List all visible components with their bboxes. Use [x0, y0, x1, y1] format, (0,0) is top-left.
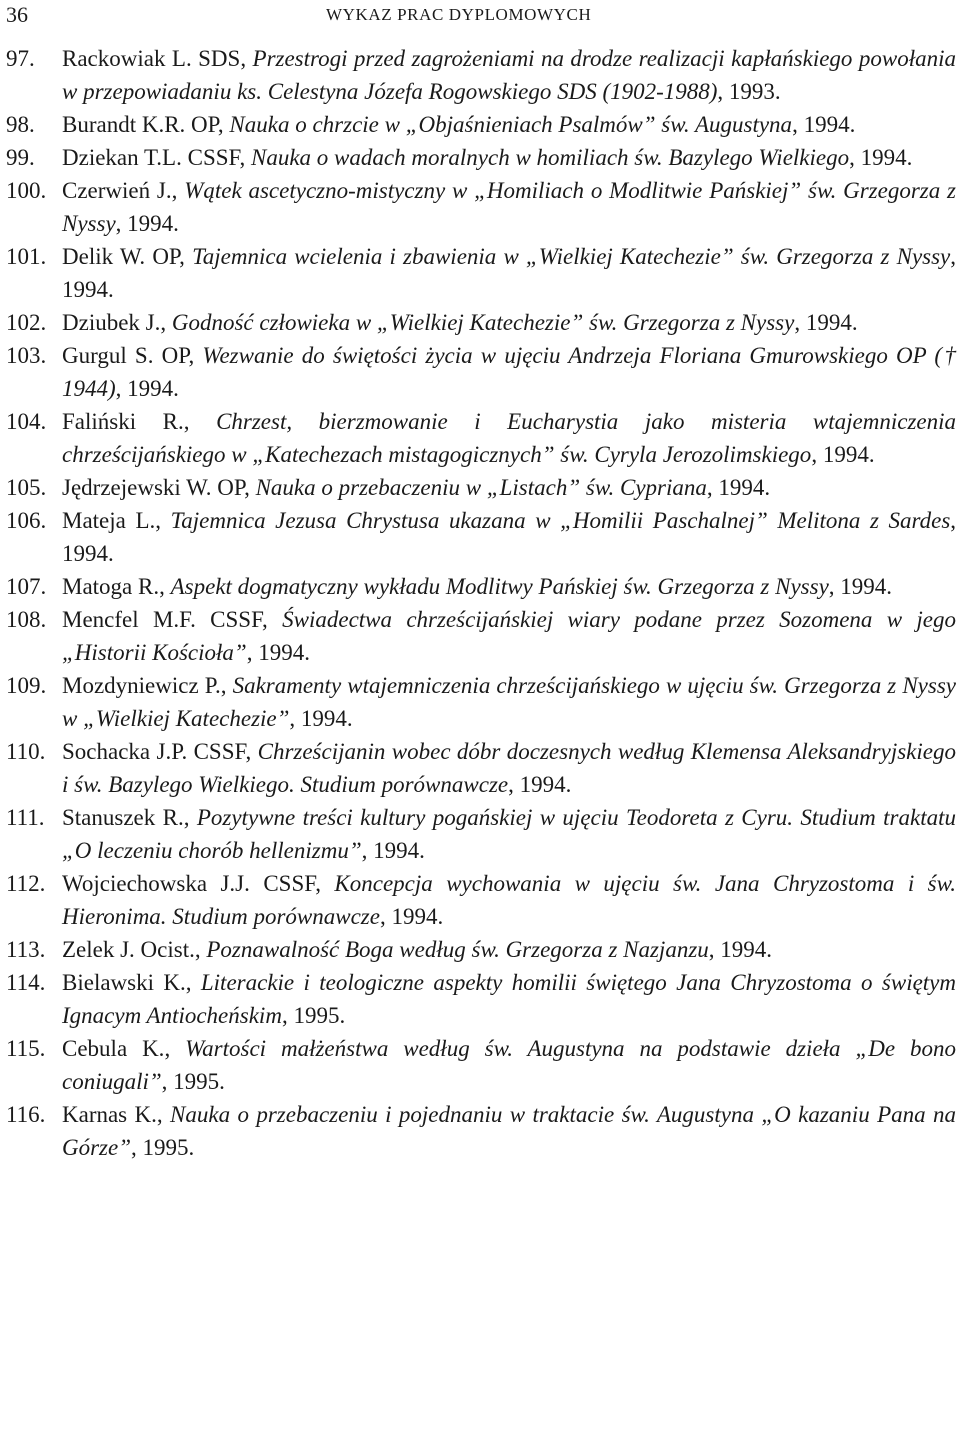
- entry-number: 105.: [6, 475, 47, 500]
- list-item: [0, 735, 956, 801]
- list-item: [0, 471, 956, 504]
- entry-separator: ,: [245, 739, 258, 764]
- entry-separator: ,: [262, 607, 283, 632]
- entry-number: 98.: [6, 112, 35, 137]
- entry-number: 110.: [6, 739, 46, 764]
- entry-author: Czerwień J.: [62, 178, 172, 203]
- entry-title: Wątek ascetyczno-mistyczny w „Homiliach o Modlitwie Pańskiej” św. Grzegorza z Nyssy: [62, 178, 957, 236]
- entry-year: , 1994.: [62, 244, 957, 302]
- entry-number: 99.: [6, 145, 35, 170]
- entry-author: Cebula K.: [62, 1036, 165, 1061]
- entry-year: , 1993.: [717, 79, 781, 104]
- list-item: [0, 570, 956, 603]
- list-item: [0, 603, 956, 669]
- entry-year: , 1994.: [706, 475, 771, 500]
- list-item: [0, 240, 956, 306]
- entry-title: Chrzest, bierzmowanie i Eucharystia jako misteria wtajemniczenia chrześcijańskiego w „Katechezach mistagogicznych” św. Cyryla Jerozolimskiego: [62, 409, 957, 467]
- entry-author: Zelek J. Ocist.: [62, 937, 195, 962]
- entry-number: 115.: [6, 1036, 46, 1061]
- entry-title: Aspekt dogmatyczny wykładu Modlitwy Pańskiej św. Grzegorza z Nyssy: [170, 574, 829, 599]
- list-item: [0, 405, 956, 471]
- entry-year: , 1994.: [811, 442, 875, 467]
- entry-number: 107.: [6, 574, 47, 599]
- entry-title: Nauka o przebaczeniu i pojednaniu w traktacie św. Augustyna „O kazaniu Pana na Górze”: [62, 1102, 957, 1160]
- entry-year: , 1994.: [849, 145, 913, 170]
- list-item: [0, 174, 956, 240]
- entry-author: Gurgul S. OP: [62, 343, 189, 368]
- entry-author: Burandt K.R. OP: [62, 112, 218, 137]
- list-item: [0, 504, 956, 570]
- entry-year: , 1994.: [115, 211, 179, 236]
- entry-number: 106.: [6, 508, 47, 533]
- entry-separator: ,: [183, 805, 197, 830]
- entry-year: , 1995.: [161, 1069, 225, 1094]
- entry-number: 103.: [6, 343, 47, 368]
- entry-year: , 1995.: [131, 1135, 195, 1160]
- entry-year: , 1994.: [379, 904, 444, 929]
- page-header: [6, 2, 954, 28]
- entry-separator: ,: [188, 343, 203, 368]
- entry-title: Tajemnica Jezusa Chrystusa ukazana w „Homilii Paschalnej” Melitona z Sardes: [170, 508, 951, 533]
- entry-year: , 1994.: [246, 640, 310, 665]
- entry-separator: ,: [315, 871, 335, 896]
- entry-number: 116.: [6, 1102, 46, 1127]
- entry-separator: ,: [159, 574, 171, 599]
- entry-author: Mencfel M.F. CSSF: [62, 607, 263, 632]
- entry-separator: ,: [239, 145, 251, 170]
- entry-title: Koncepcja wychowania w ujęciu św. Jana Chryzostoma i św. Hieronima. Studium porównawcze: [62, 871, 956, 929]
- entry-title: Przestrogi przed zagrożeniami na drodze realizacji kapłańskiego powołania w przepowiadaniu ks. Celestyna Józefa Rogowskiego SDS (1902-1988): [62, 46, 956, 104]
- entry-separator: ,: [171, 178, 185, 203]
- entry-number: 104.: [6, 409, 47, 434]
- entry-number: 113.: [6, 937, 46, 962]
- entry-author: Karnas K.: [62, 1102, 157, 1127]
- entry-author: Rackowiak L. SDS: [62, 46, 241, 71]
- entry-author: Wojciechowska J.J. CSSF: [62, 871, 316, 896]
- entry-year: , 1994.: [115, 376, 179, 401]
- entry-title: Pozytywne treści kultury pogańskiej w ujęciu Teodoreta z Cyru. Studium traktatu „O leczeniu chorób hellenizmu”: [62, 805, 956, 863]
- entry-title: Literackie i teologiczne aspekty homilii świętego Jana Chryzostoma o świętym Ignacym Antiocheńskim: [62, 970, 957, 1028]
- list-item: [0, 1098, 956, 1164]
- entry-number: 112.: [6, 871, 46, 896]
- list-item: [0, 801, 956, 867]
- thesis-list: [0, 42, 956, 1164]
- entry-title: Wezwanie do świętości życia w ujęciu Andrzeja Floriana Gmurowskiego OP († 1944): [62, 343, 957, 401]
- entry-number: 102.: [6, 310, 47, 335]
- entry-year: , 1994.: [828, 574, 893, 599]
- list-item: [0, 1032, 956, 1098]
- entry-title: Sakramenty wtajemniczenia chrześcijańskiego w ujęciu św. Grzegorza z Nyssy w „Wielkiej Katechezie”: [62, 673, 956, 731]
- list-item: [0, 42, 956, 108]
- entry-number: 114.: [6, 970, 46, 995]
- entry-separator: ,: [179, 244, 193, 269]
- running-head: WYKAZ PRAC DYPLOMOWYCH: [326, 5, 592, 24]
- entry-separator: ,: [164, 1036, 186, 1061]
- entry-author: Stanuszek R.: [62, 805, 184, 830]
- entry-year: , 1994.: [289, 706, 353, 731]
- entry-year: , 1994.: [62, 508, 957, 566]
- list-item: [0, 108, 956, 141]
- list-item: [0, 669, 956, 735]
- list-item: [0, 867, 956, 933]
- entry-number: 108.: [6, 607, 47, 632]
- entry-number: 100.: [6, 178, 47, 203]
- entry-title: Poznawalność Boga według św. Grzegorza z Nazjanzu: [206, 937, 709, 962]
- entry-year: , 1995.: [281, 1003, 346, 1028]
- list-item: [0, 141, 956, 174]
- entry-number: 101.: [6, 244, 47, 269]
- entry-title: Wartości małżeństwa według św. Augustyna na podstawie dzieła „De bono coniugali”: [62, 1036, 957, 1094]
- list-item: [0, 339, 956, 405]
- entry-author: Sochacka J.P. CSSF: [62, 739, 246, 764]
- entry-year: , 1994.: [792, 112, 856, 137]
- entry-year: , 1994.: [794, 310, 858, 335]
- entry-title: Godność człowieka w „Wielkiej Katechezie” św. Grzegorza z Nyssy: [171, 310, 795, 335]
- entry-separator: ,: [156, 1102, 171, 1127]
- entry-separator: ,: [160, 310, 172, 335]
- entry-separator: ,: [240, 46, 253, 71]
- list-item: [0, 306, 956, 339]
- entry-author: Matoga R.: [62, 574, 160, 599]
- entry-separator: ,: [194, 937, 207, 962]
- entry-separator: ,: [244, 475, 256, 500]
- entry-author: Faliński R.: [62, 409, 184, 434]
- entry-author: Delik W. OP: [62, 244, 180, 269]
- entry-author: Dziekan T.L. CSSF: [62, 145, 240, 170]
- entry-number: 109.: [6, 673, 47, 698]
- entry-year: , 1994.: [361, 838, 425, 863]
- entry-title: Tajemnica wcielenia i zbawienia w „Wielkiej Katechezie” św. Grzegorza z Nyssy: [192, 244, 951, 269]
- entry-title: Nauka o chrzcie w „Objaśnieniach Psalmów” św. Augustyna: [229, 112, 793, 137]
- page-number: 36: [6, 2, 28, 27]
- entry-title: Nauka o wadach moralnych w homiliach św. Bazylego Wielkiego: [250, 145, 850, 170]
- entry-separator: ,: [217, 112, 230, 137]
- entry-title: Świadectwa chrześcijańskiej wiary podane przez Sozomena w jego „Historii Kościoła”: [62, 607, 957, 665]
- entry-author: Mateja L.: [62, 508, 156, 533]
- entry-separator: ,: [185, 970, 201, 995]
- list-item: [0, 966, 956, 1032]
- entry-title: Chrześcijanin wobec dóbr doczesnych według Klemensa Aleksandryjskiego i św. Bazylego Wielkiego. Studium porównawcze: [62, 739, 956, 797]
- entry-author: Dziubek J.: [62, 310, 161, 335]
- entry-author: Bielawski K.: [62, 970, 186, 995]
- entry-number: 111.: [6, 805, 45, 830]
- entry-number: 97.: [6, 46, 35, 71]
- entry-separator: ,: [155, 508, 171, 533]
- list-item: [0, 933, 956, 966]
- entry-title: Nauka o przebaczeniu w „Listach” św. Cypriana: [255, 475, 707, 500]
- entry-author: Jędrzejewski W. OP: [62, 475, 245, 500]
- entry-author: Mozdyniewicz P.: [62, 673, 221, 698]
- entry-separator: ,: [183, 409, 217, 434]
- entry-separator: ,: [220, 673, 233, 698]
- entry-year: , 1994.: [708, 937, 773, 962]
- entry-year: , 1994.: [508, 772, 572, 797]
